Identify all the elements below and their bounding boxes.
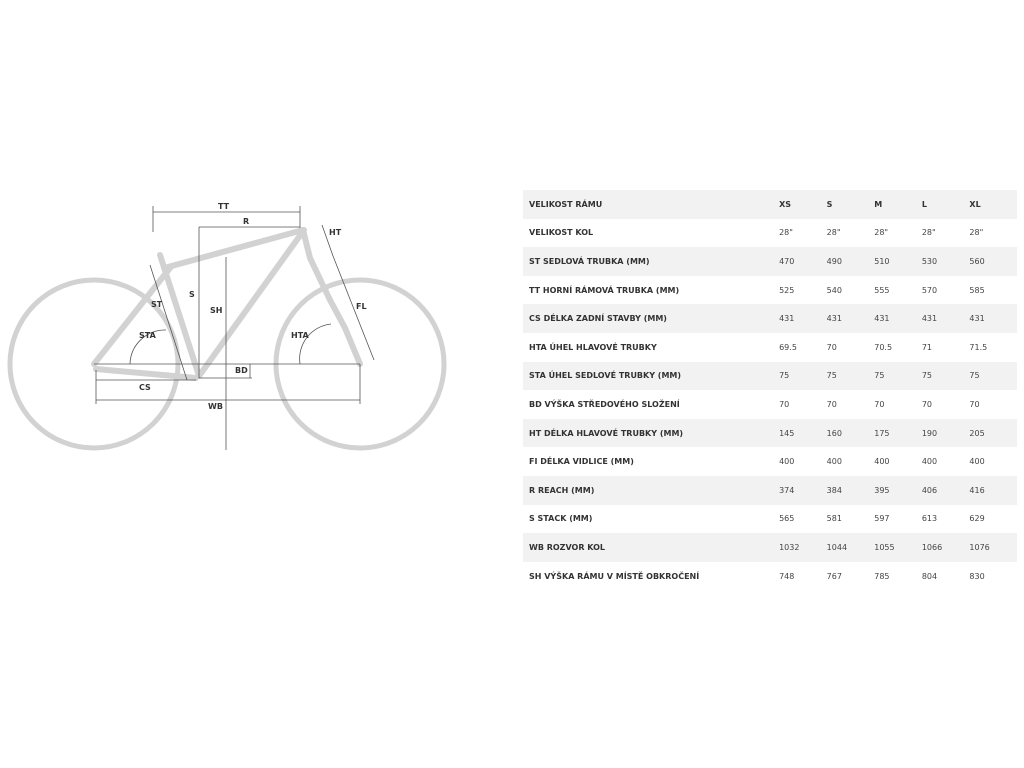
table-cell: 28" (969, 228, 984, 238)
table-cell: 71.5 (969, 342, 988, 352)
label-hta: HTA (291, 331, 309, 340)
row-label: ST SEDLOVÁ TRUBKA (MM) (523, 247, 779, 276)
row-label: HTA ÚHEL HLAVOVÉ TRUBKY (529, 342, 657, 352)
label-wb: WB (208, 402, 223, 411)
size-header-l: L (922, 190, 970, 219)
bike-frame (94, 230, 360, 378)
table-row (523, 247, 1017, 276)
table-cell: 400 (874, 457, 890, 467)
table-cell: 160 (827, 419, 875, 448)
table-cell: 71 (921, 342, 933, 352)
row-label: SH VÝŠKA RÁMU V MÍSTĚ OBKROČENÍ (529, 571, 700, 581)
table-cell: 395 (874, 476, 922, 505)
table-row (523, 362, 1017, 391)
table-row (523, 476, 1017, 505)
table-cell: 28" (826, 228, 841, 238)
row-label: BD VÝŠKA STŘEDOVÉHO SLOŽENÍ (529, 399, 680, 409)
table-cell: 69.5 (779, 342, 797, 352)
table-cell: 748 (779, 571, 795, 581)
table-cell: 785 (874, 571, 890, 581)
table-row (523, 304, 1017, 333)
table-row (523, 390, 1017, 419)
table-cell: 560 (969, 247, 1017, 276)
table-cell: 70.5 (874, 342, 893, 352)
table-cell: 75 (922, 362, 970, 391)
table-cell: 431 (922, 304, 970, 333)
table-cell: 581 (826, 514, 842, 524)
table-cell: 1044 (827, 533, 875, 562)
label-sh: SH (210, 306, 223, 315)
table-cell: 1066 (922, 533, 970, 562)
table-cell: 431 (874, 304, 922, 333)
label-r: R (243, 217, 250, 226)
size-header-m: M (874, 190, 922, 219)
table-cell: 28" (779, 228, 793, 238)
table-cell: 431 (779, 304, 827, 333)
table-cell: 470 (779, 247, 827, 276)
table-row (523, 447, 1017, 476)
table-cell: 530 (922, 247, 970, 276)
table-cell: 75 (779, 362, 827, 391)
label-cs: CS (139, 383, 151, 392)
table-cell: 384 (827, 476, 875, 505)
table-row (523, 419, 1017, 448)
label-fl: FL (356, 302, 367, 311)
table-cell: 555 (874, 285, 890, 295)
table-cell: 70 (826, 342, 837, 352)
label-st: ST (151, 300, 163, 309)
table-cell: 400 (969, 457, 985, 467)
table-cell: 431 (827, 304, 875, 333)
table-cell: 28" (921, 228, 936, 238)
table-cell: 400 (921, 457, 938, 467)
row-label: CS DÉLKA ZADNÍ STAVBY (MM) (523, 304, 779, 333)
table-cell: 1055 (874, 533, 922, 562)
table-cell: 613 (921, 514, 938, 524)
table-cell: 1032 (779, 533, 827, 562)
table-cell: 490 (827, 247, 875, 276)
table-header-row (523, 190, 1017, 219)
table-cell: 400 (826, 457, 842, 467)
table-cell: 75 (874, 362, 922, 391)
table-cell: 75 (969, 362, 1017, 391)
table-cell: 416 (969, 476, 1017, 505)
table-cell: 205 (969, 419, 1017, 448)
table-row (523, 333, 1017, 362)
table-cell: 540 (826, 285, 842, 295)
table-cell: 70 (921, 399, 933, 409)
table-cell: 406 (922, 476, 970, 505)
table-cell: 565 (779, 514, 795, 524)
table-cell: 830 (969, 571, 985, 581)
table-row (523, 505, 1017, 534)
table-cell: 70 (826, 399, 837, 409)
table-cell: 190 (922, 419, 970, 448)
row-label: R REACH (MM) (523, 476, 779, 505)
size-header-xl: XL (969, 190, 1017, 219)
table-cell: 400 (779, 457, 795, 467)
table-cell: 431 (969, 304, 1017, 333)
table-cell: 804 (921, 571, 938, 581)
label-s: S (189, 290, 195, 299)
row-label: HT DÉLKA HLAVOVÉ TRUBKY (MM) (523, 419, 779, 448)
geometry-table (523, 190, 1017, 590)
table-body (523, 219, 1017, 591)
table-cell: 767 (826, 571, 842, 581)
row-label: FI DÉLKA VIDLICE (MM) (529, 457, 634, 467)
table-cell: 75 (827, 362, 875, 391)
table-row (523, 219, 1017, 248)
table-cell: 70 (779, 399, 790, 409)
table-cell: 145 (779, 419, 827, 448)
table-cell: 374 (779, 476, 827, 505)
table-cell: 597 (874, 514, 890, 524)
label-bd: BD (235, 366, 248, 375)
row-label: TT HORNÍ RÁMOVÁ TRUBKA (MM) (529, 285, 680, 295)
label-ht: HT (329, 228, 342, 237)
row-label: S STACK (MM) (529, 514, 593, 524)
table-cell: 629 (969, 514, 985, 524)
label-tt: TT (218, 202, 230, 211)
row-label: VELIKOST KOL (529, 228, 594, 238)
table-cell: 585 (969, 285, 985, 295)
table-cell: 510 (874, 247, 922, 276)
size-header-xs: XS (779, 190, 827, 219)
table-cell: 28" (874, 228, 889, 238)
table-row (523, 562, 1017, 591)
table-cell: 525 (779, 285, 795, 295)
table-cell: 70 (969, 399, 980, 409)
table-row (523, 533, 1017, 562)
size-header-s: S (827, 190, 875, 219)
table-cell: 70 (874, 399, 885, 409)
table-row (523, 276, 1017, 305)
table-header-label: VELIKOST RÁMU (523, 190, 779, 219)
row-label: WB ROZVOR KOL (523, 533, 779, 562)
table-cell: 570 (921, 285, 938, 295)
table-cell: 175 (874, 419, 922, 448)
row-label: STA ÚHEL SEDLOVÉ TRUBKY (MM) (523, 362, 779, 391)
table-cell: 1076 (969, 533, 1017, 562)
label-sta: STA (139, 331, 156, 340)
